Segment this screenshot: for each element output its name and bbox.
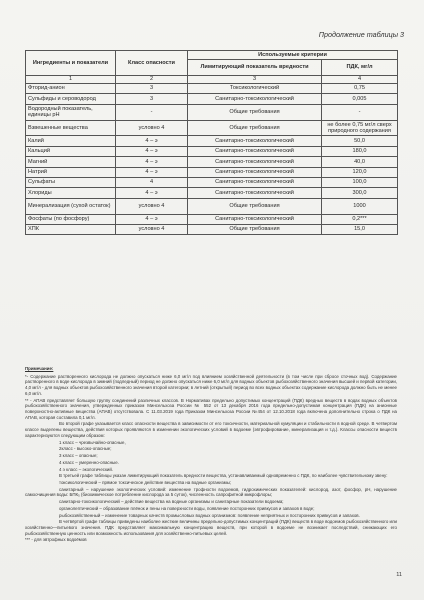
- note-oxygen: *- Содержание растворенного кислорода не должно опускаться ниже 6,0 мг/л под влиянием хозяйственной деятельности (в том числе при сбросе сточных вод). Содержание растворенного в воде кислорода в зимний (подледный) период не должно опускаться ниже 6,0 мг/л для водных объектов рыбохозяйственного значения высшей и первой категории, 4,0 мг/л - для водных объектов рыбохозяйственного значения второй категории; в летний (открытый) период во всех водных объектах содержание кислорода должно быть не менее 6,0 мг/л.: [25, 373, 397, 396]
- continuation-label: Продолжение таблицы 3: [318, 30, 404, 39]
- note-apav: ** - АПАВ представляет большую группу соединений различных классов. В Нормативах предельно допустимых концентраций (ПДК) вредных веществ в водах водных объектов рыбохозяйственного значения, утвержденных приказом Минсельхоза России № 552 от 13 декабря 2016 года предельно-допустимая концентрация (ПДК) на анионные поверхностно-активные вещества (АПАВ) отсутствовала. С 11.03.2019 года Приказом Минсельхоза России №454 от 12.10.2018 года включена дополнительно строка о ПДК на АПАВ, которая составила 0,1 мг/л.: [25, 397, 397, 420]
- ingredient-cell: Минерализация (сухой остаток): [26, 198, 116, 214]
- def-organoleptic: органолептический – образование плёнок и пены на поверхности воды, появление посторонних привкусов и запахов в воде;: [59, 505, 315, 511]
- limiting-indicator-cell: Общие требования: [188, 120, 322, 136]
- ingredient-cell: Сульфиды и сероводород: [26, 94, 116, 104]
- limiting-indicator-cell: Санитарно-токсикологический: [188, 214, 322, 224]
- hazard-class-cell: 4 – э: [116, 146, 188, 156]
- class-item: 1 класс – чрезвычайно-опасные,: [59, 439, 126, 445]
- hazard-class-cell: 3: [116, 84, 188, 94]
- mpc-value-cell: 0,2***: [322, 214, 398, 224]
- note-limiting: В третьей графе таблицы указан лимитирующий показатель вредности вещества, устанавливаемый одновременно с ПДК, по наиболее чувствительному звену:: [59, 473, 388, 479]
- hazard-class-cell: 4 – э: [116, 214, 188, 224]
- hazard-class-cell: условно 4: [116, 198, 188, 214]
- ingredient-cell: Сульфаты: [26, 177, 116, 187]
- ingredient-cell: Хлориды: [26, 188, 116, 198]
- norms-table: [25, 50, 398, 235]
- limiting-indicator-cell: Общие требования: [188, 224, 322, 234]
- limiting-indicator-cell: Общие требования: [188, 104, 322, 120]
- note-eutrophic: *** - для эвтрофных водоёмов: [25, 537, 87, 543]
- hazard-class-cell: 4: [116, 177, 188, 187]
- mpc-value-cell: 40,0: [322, 157, 398, 167]
- hazard-class-cell: 3: [116, 94, 188, 104]
- mpc-value-cell: 15,0: [322, 224, 398, 234]
- table-row: [26, 104, 398, 120]
- mpc-value-cell: 0,005: [322, 94, 398, 104]
- table-row: [26, 177, 398, 187]
- limiting-indicator-cell: Санитарно-токсикологический: [188, 94, 322, 104]
- mpc-value-cell: не более 0,75 мг/л сверх природного содержания: [322, 120, 398, 136]
- mpc-value-cell: 0,75: [322, 84, 398, 94]
- def-sanitary-toxicological: санитарно-токсикологический – действие вещества на водные организмы и санитарные показатели водоема;: [59, 499, 284, 505]
- mpc-value-cell: 180,0: [322, 146, 398, 156]
- ingredient-cell: Фторид-анион: [26, 84, 116, 94]
- table-row: [26, 224, 398, 234]
- table-row: [26, 146, 398, 156]
- col-number: 2: [116, 76, 188, 84]
- hazard-class-cell: условно 4: [116, 120, 188, 136]
- limiting-indicator-cell: Санитарно-токсикологический: [188, 167, 322, 177]
- class-item: 3 класс – опасные;: [59, 453, 98, 459]
- header-ingredients: Ингредиенты и показатели: [26, 51, 116, 76]
- col-number: 1: [26, 76, 116, 84]
- table-row: [26, 167, 398, 177]
- ingredient-cell: Калий: [26, 136, 116, 146]
- class-item: 4 э класс – экологический.: [59, 466, 114, 472]
- page-number: 11: [396, 572, 402, 578]
- ingredient-cell: ХПК: [26, 224, 116, 234]
- table-body: [26, 84, 398, 235]
- header-hazard-class: Класс опасности: [116, 51, 188, 76]
- def-toxicological: токсикологический – прямое токсическое действие вещества на водные организмы;: [59, 479, 231, 485]
- limiting-indicator-cell: Санитарно-токсикологический: [188, 177, 322, 187]
- ingredient-cell: Кальций: [26, 146, 116, 156]
- limiting-indicator-cell: Санитарно-токсикологический: [188, 188, 322, 198]
- class-item: 2класс - высоко-опасные;: [59, 446, 112, 452]
- header-limiting: Лимитирующий показатель вредности: [188, 60, 322, 76]
- def-fishery: рыбохозяйственный – изменение товарных качеств промысловых водных организмов: появление неприятных и посторонних привкусов и запахов.: [59, 512, 360, 518]
- notes-title: Примечание:: [25, 366, 54, 371]
- limiting-indicator-cell: Санитарно-токсикологический: [188, 146, 322, 156]
- hazard-class-cell: 4 – э: [116, 136, 188, 146]
- ingredient-cell: Взвешенные вещества: [26, 120, 116, 136]
- mpc-value-cell: 120,0: [322, 167, 398, 177]
- hazard-class-cell: -: [116, 104, 188, 120]
- table-row: [26, 136, 398, 146]
- notes-section: [25, 366, 397, 544]
- note-hazard-class: Во второй графе указывается класс опасности вещества в зависимости от его токсичности, материальной кумуляции и стабильности в водной среде. В четвертом классе выделены вещества, действия которых проявляются в изменении экологических условий в водоеме (эвтрофирование, минерализация и т.д.). Классы опасности веществ характеризуются следующим образом:: [25, 421, 397, 438]
- limiting-indicator-cell: Санитарно-токсикологический: [188, 157, 322, 167]
- table-row: [26, 120, 398, 136]
- mpc-value-cell: -: [322, 104, 398, 120]
- limiting-indicator-cell: Санитарно-токсикологический: [188, 136, 322, 146]
- hazard-class-cell: 4 – э: [116, 157, 188, 167]
- hazard-class-cell: 4 – э: [116, 188, 188, 198]
- column-number-row: [26, 76, 398, 84]
- limiting-indicator-cell: Токсикологический: [188, 84, 322, 94]
- ingredient-cell: Фосфаты (по фосфору): [26, 214, 116, 224]
- table-row: [26, 94, 398, 104]
- table-row: [26, 198, 398, 214]
- ingredient-cell: Водородный показатель, единицы pH: [26, 104, 116, 120]
- note-mpc: В четвёртой графе таблицы приведены наиболее жесткие величины предельно-допустимых концентраций (ПДК) веществ в воде водоемов рыбохозяйственного или хозяйственно—питьевого значения. ПДК представляет максимальную концентрацию веществ, при которой в водоеме не возникает последствий, снижающих его рыбохозяйственную ценность или возможность использования для хозяйственно-питьевых целей.: [25, 519, 397, 536]
- header-mpc: ПДК, мг/л: [322, 60, 398, 76]
- class-item: 4 класс – умеренно-опасные.: [59, 459, 119, 465]
- mpc-value-cell: 1000: [322, 198, 398, 214]
- table-row: [26, 214, 398, 224]
- col-number: 4: [322, 76, 398, 84]
- def-sanitary: санитарный – нарушение экологических условий: изменение трофности водоемов, гидрохимических показателей: кислород, азот, фосфор, рН, нарушение самоочищения воды: БПК₅ (биохимическое потребление кислорода за 5 суток), численность сапрофитной микрофлоры;: [25, 486, 397, 498]
- mpc-value-cell: 50,0: [322, 136, 398, 146]
- table-row: [26, 84, 398, 94]
- col-number: 3: [188, 76, 322, 84]
- limiting-indicator-cell: Общие требования: [188, 198, 322, 214]
- ingredient-cell: Натрий: [26, 167, 116, 177]
- table-row: [26, 157, 398, 167]
- ingredient-cell: Магний: [26, 157, 116, 167]
- hazard-class-cell: 4 – э: [116, 167, 188, 177]
- table-row: [26, 188, 398, 198]
- mpc-value-cell: 100,0: [322, 177, 398, 187]
- mpc-value-cell: 300,0: [322, 188, 398, 198]
- hazard-class-cell: условно 4: [116, 224, 188, 234]
- header-criteria: Используемые критерии: [188, 51, 398, 60]
